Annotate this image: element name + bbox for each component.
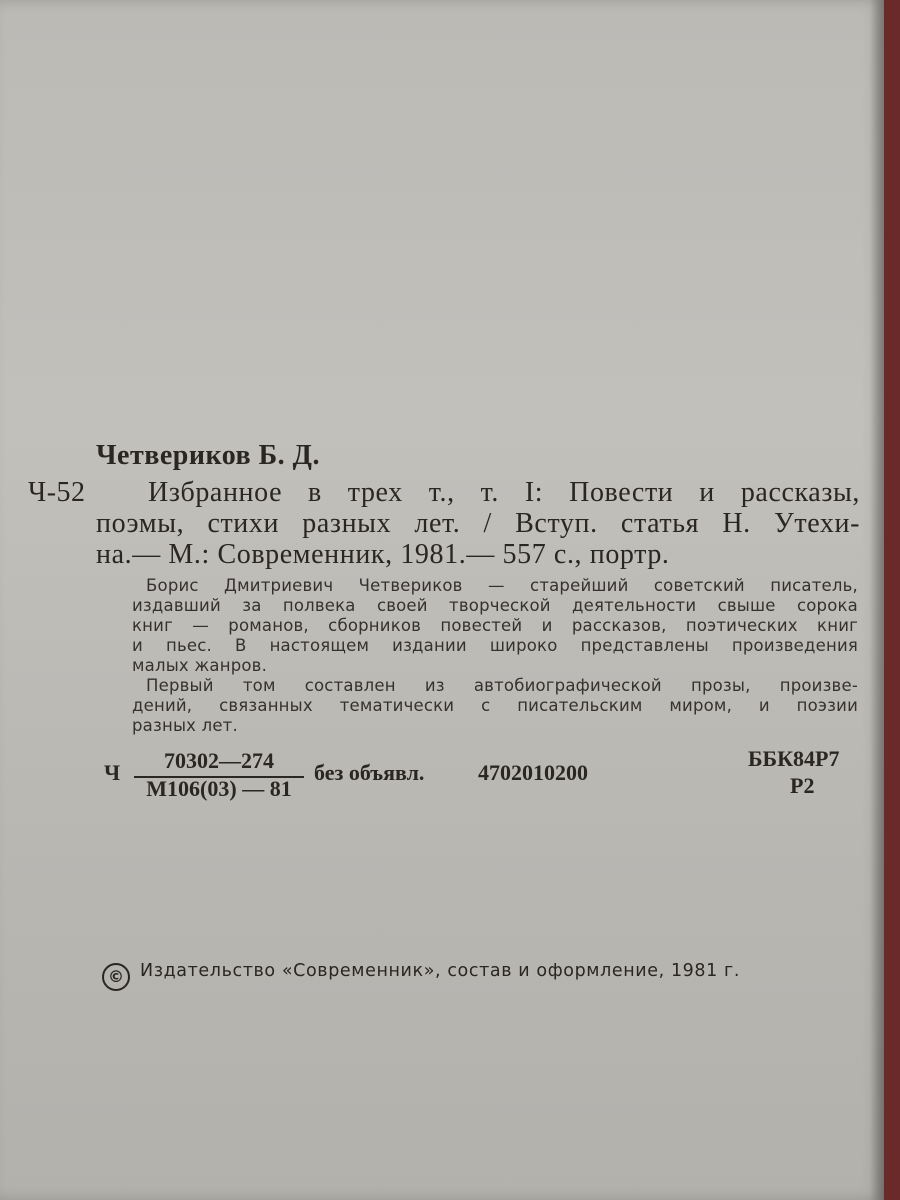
bbk-index-2: Р2: [790, 773, 815, 798]
description-line-3: на.— М.: Современник, 1981.— 557 с., портр.: [96, 539, 670, 570]
annotation-line-5: малых жанров.: [132, 656, 268, 675]
copyright-text: Издательство «Современник», состав и оформление, 1981 г.: [140, 961, 741, 981]
imprint-denominator: М106(03) — 81: [146, 776, 292, 801]
description-line-1: Избранное в трех т., т. I: Повести и рассказы,: [148, 477, 860, 508]
annotation-line-4: и пьес. В настоящем издании широко представлены произведения: [132, 636, 858, 655]
annotation-line-6: Первый том составлен из автобиографической прозы, произве-: [146, 676, 858, 695]
description-line-2: поэмы, стихи разных лет. / Вступ. статья Н. Утехи-: [96, 508, 860, 539]
imprint-letter: Ч: [104, 760, 121, 785]
author-heading: Четвериков Б. Д.: [96, 440, 320, 471]
annotation-line-1: Борис Дмитриевич Четвериков — старейший советский писатель,: [146, 576, 858, 595]
bbk-index: ББК84Р7: [748, 746, 840, 771]
imprint-code: 4702010200: [478, 760, 588, 785]
annotation-line-7: дений, связанных тематически с писательским миром, и поэзии: [132, 696, 858, 715]
classmark: Ч-52: [28, 477, 86, 508]
annotation-line-8: разных лет.: [132, 716, 238, 735]
copyright-icon: ©: [102, 963, 130, 991]
annotation-line-2: издавший за полвека своей творческой деятельности свыше сорока: [132, 596, 858, 615]
imprint-numerator: 70302—274: [164, 748, 274, 773]
annotation-line-3: книг — романов, сборников повестей и рассказов, поэтических книг: [132, 616, 858, 635]
price-note: без объявл.: [314, 760, 425, 785]
